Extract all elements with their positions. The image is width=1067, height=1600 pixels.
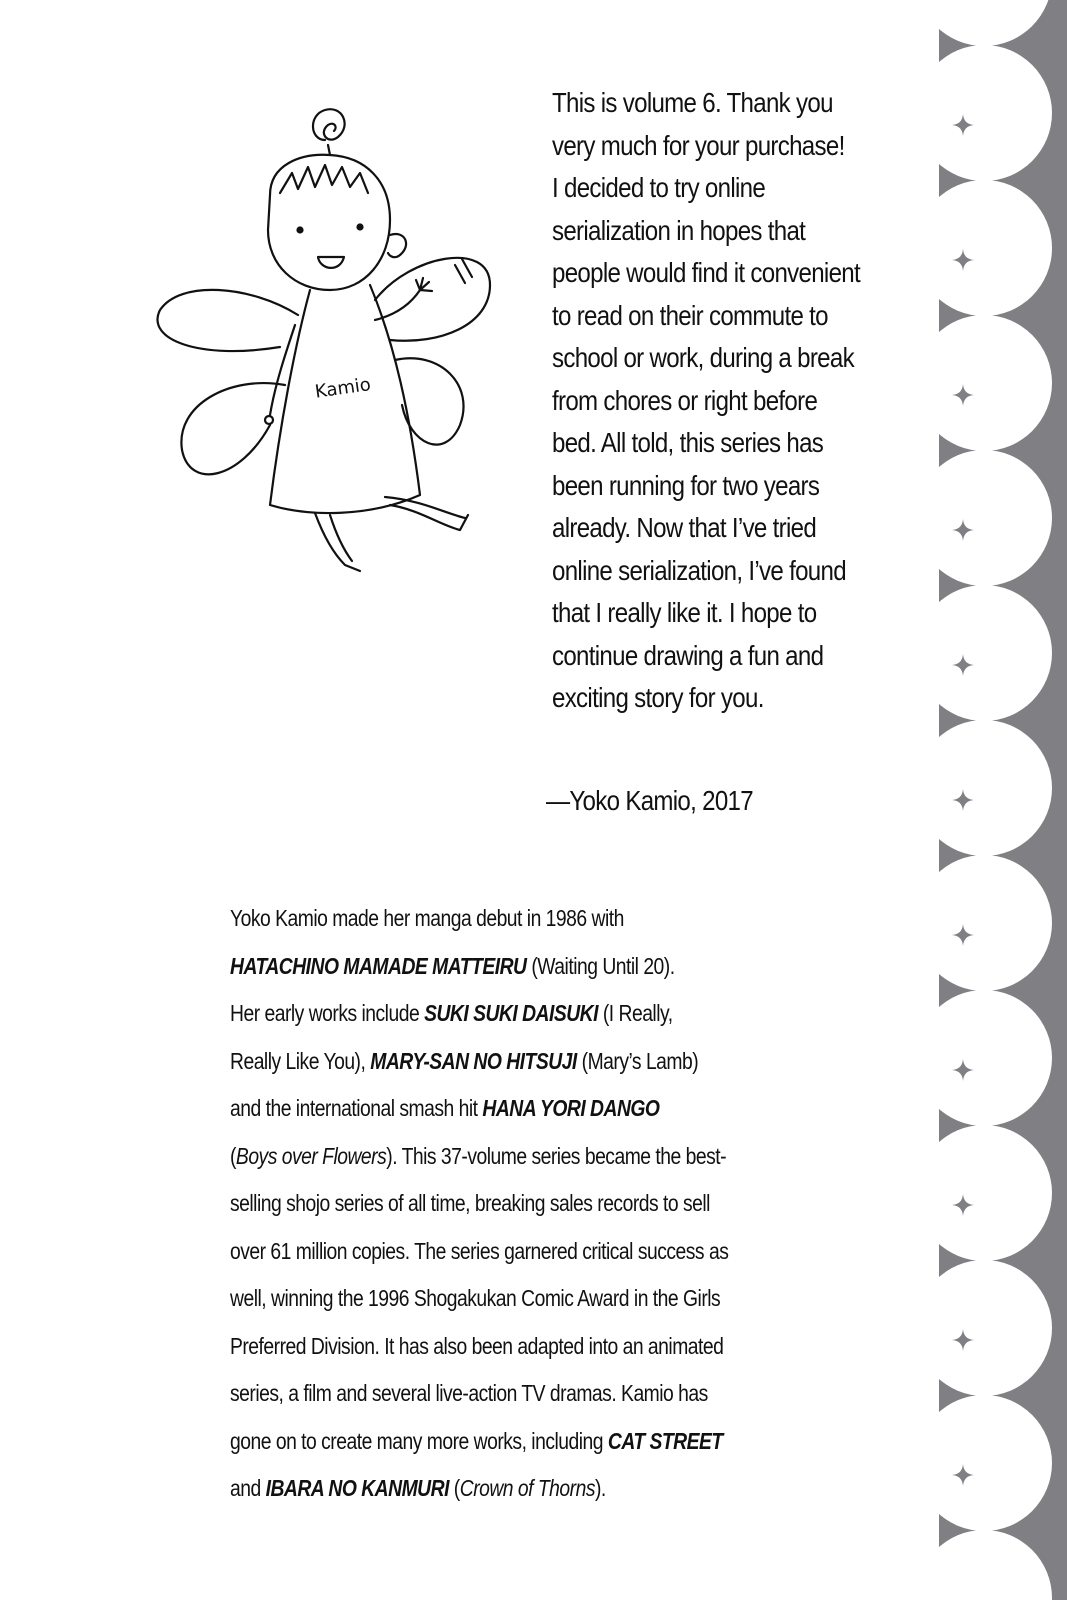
author-note-line: from chores or right before bbox=[552, 384, 818, 416]
bio-text: (Waiting Until 20). bbox=[526, 952, 675, 979]
bio-text: well, winning the 1996 Shogakukan Comic Award in the Girls bbox=[230, 1285, 721, 1311]
bio-line bbox=[230, 1180, 768, 1228]
work-translation: Boys over Flowers bbox=[235, 1142, 387, 1169]
bio-text: gone on to create many more works, including bbox=[230, 1427, 608, 1454]
author-note-line: continue drawing a fun and bbox=[552, 639, 824, 671]
author-note-line: This is volume 6. Thank you bbox=[552, 87, 833, 118]
author-note bbox=[552, 82, 913, 720]
author-signature: —Yoko Kamio, 2017 bbox=[546, 785, 753, 816]
bio-text: (Mary’s Lamb) bbox=[576, 1047, 699, 1074]
fairy-mascot-icon bbox=[120, 85, 500, 605]
author-note-line: to read on their commute to bbox=[552, 299, 828, 331]
work-title: HATACHINO MAMADE MATTEIRU bbox=[230, 952, 527, 979]
mascot-shirt-label: Kamio bbox=[313, 374, 373, 403]
bio-text: ). This 37-volume series became the best- bbox=[386, 1142, 727, 1169]
bio-line bbox=[230, 1228, 768, 1276]
author-note-line: already. Now that I’ve tried bbox=[552, 512, 817, 543]
bio-text: Preferred Division. It has also been adapted into an animated bbox=[230, 1332, 724, 1359]
work-title: HANA YORI DANGO bbox=[482, 1095, 660, 1121]
bio-line bbox=[230, 1323, 768, 1371]
bio-text: selling shojo series of all time, breaking sales records to sell bbox=[230, 1190, 710, 1216]
scalloped-side-border bbox=[917, 0, 1067, 1600]
bio-line bbox=[230, 1465, 768, 1513]
bio-text: over 61 million copies. The series garnered critical success as bbox=[230, 1237, 729, 1264]
author-note-line: I decided to try online bbox=[552, 172, 766, 203]
bio-line bbox=[230, 1418, 768, 1466]
author-note-line: exciting story for you. bbox=[552, 682, 764, 713]
bio-text: series, a film and several live-action TV dramas. Kamio has bbox=[230, 1380, 708, 1406]
bio-line bbox=[230, 1085, 768, 1133]
author-note-line: very much for your purchase! bbox=[552, 129, 845, 161]
author-note-line: bed. All told, this series has bbox=[552, 427, 824, 458]
bio-line bbox=[230, 943, 768, 991]
bio-text: Really Like You), bbox=[230, 1047, 371, 1074]
bio-text: Yoko Kamio made her manga debut in 1986 with bbox=[230, 905, 624, 931]
author-note-line: people would find it convenient bbox=[552, 257, 861, 288]
bio-line bbox=[230, 990, 768, 1038]
strip-inner-edge bbox=[917, 0, 939, 1600]
bio-line bbox=[230, 895, 768, 943]
bio-line bbox=[230, 1133, 768, 1181]
bio-line bbox=[230, 1038, 768, 1086]
work-title: SUKI SUKI DAISUKI bbox=[424, 1000, 598, 1026]
author-note-line: school or work, during a break bbox=[552, 342, 854, 373]
author-biography bbox=[230, 895, 768, 1513]
author-note-line: serialization in hopes that bbox=[552, 214, 806, 246]
bio-text: and bbox=[230, 1475, 266, 1501]
bio-text: Her early works include bbox=[230, 1000, 425, 1026]
work-title: IBARA NO KANMURI bbox=[265, 1475, 449, 1501]
bio-text: ( bbox=[230, 1142, 236, 1169]
bio-text: (I Really, bbox=[597, 1000, 673, 1026]
bio-line bbox=[230, 1275, 768, 1323]
author-note-line: online serialization, I’ve found bbox=[552, 554, 846, 586]
work-translation: Crown of Thorns bbox=[459, 1475, 595, 1501]
bio-line bbox=[230, 1370, 768, 1418]
author-note-line: that I really like it. I hope to bbox=[552, 597, 817, 628]
bio-text: ( bbox=[448, 1475, 460, 1501]
bio-text: and the international smash hit bbox=[230, 1095, 483, 1121]
bio-text: ). bbox=[594, 1475, 606, 1501]
work-title: MARY-SAN NO HITSUJI bbox=[370, 1047, 577, 1074]
author-note-line: been running for two years bbox=[552, 469, 820, 501]
work-title: CAT STREET bbox=[607, 1427, 723, 1454]
